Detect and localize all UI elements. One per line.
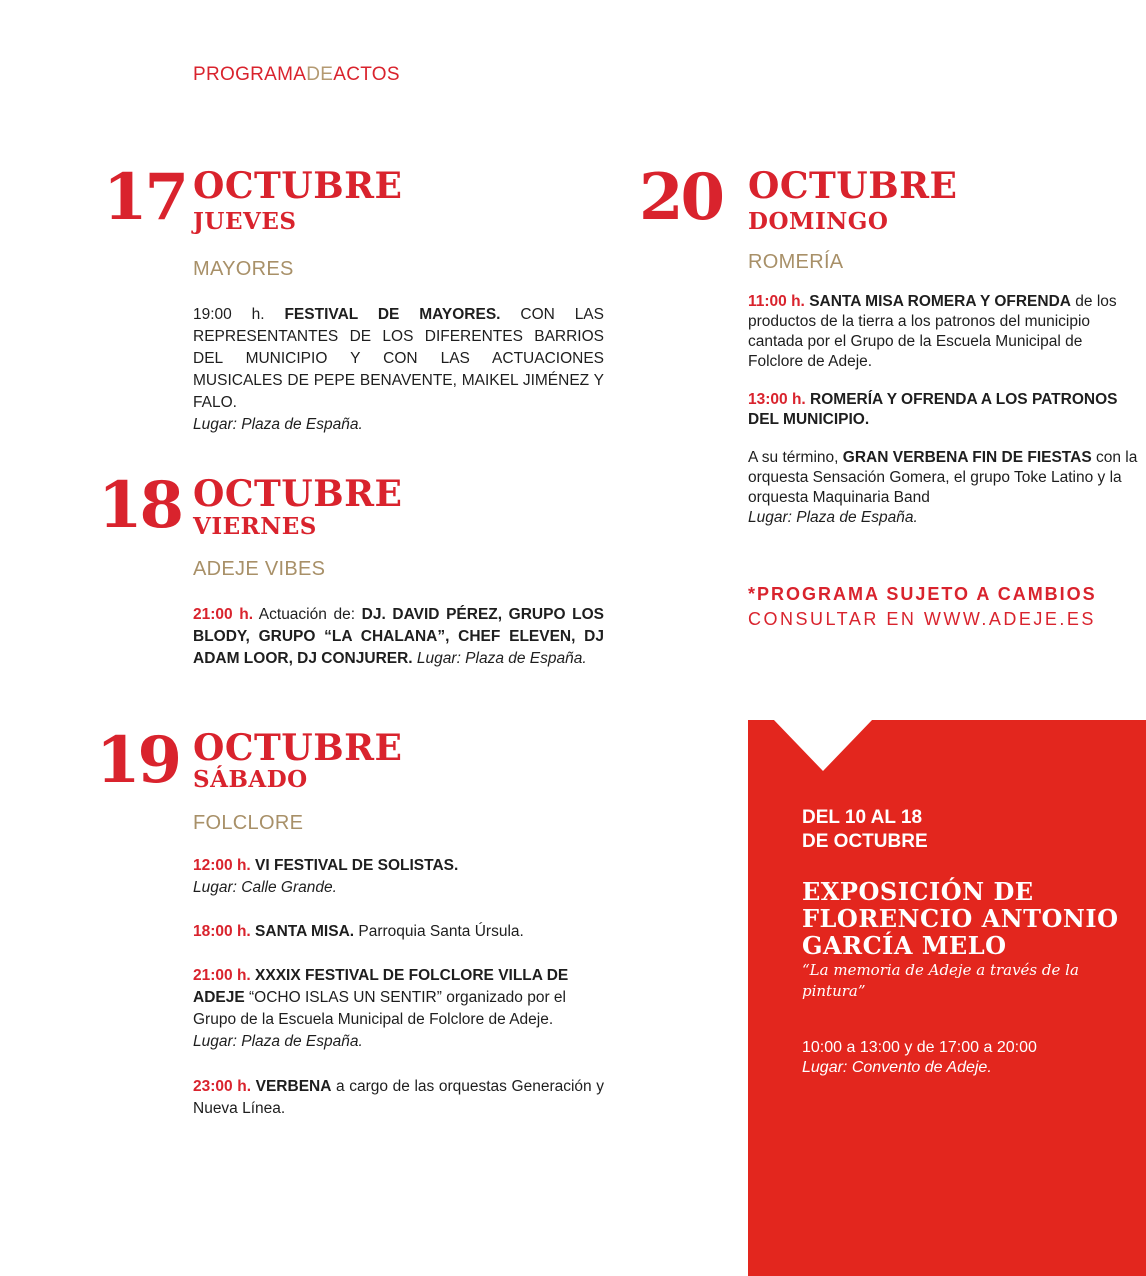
day-month: OCTUBRE [193, 473, 403, 515]
event-text: a cargo de las orquestas Generación y Nueva Línea. [193, 1078, 605, 1117]
box-notch [773, 719, 873, 771]
event-item [748, 448, 1138, 528]
event-time: 18:00 h. [193, 923, 251, 940]
header-part3: ACTOS [333, 64, 400, 85]
event-item [193, 604, 604, 670]
event-title: DJ. DAVID PÉREZ, GRUPO LOS BLODY, GRUPO “LA CHALANA”, CHEF ELEVEN, DJ ADAM LOOR, DJ CONJURER. [193, 606, 604, 667]
event-place: Lugar: Plaza de España. [748, 509, 918, 526]
day-number: 18 [98, 468, 182, 543]
event-item [193, 965, 604, 1053]
event-time: 21:00 h. [193, 967, 251, 984]
event-text: de los productos de la tierra a los patronos del municipio cantada por el Grupo de la Escuela Municipal de Folclore de Adeje. [748, 293, 1117, 370]
event-text: “OCHO ISLAS UN SENTIR” organizado por el Grupo de la Escuela Municipal de Folclore de Adeje. [193, 989, 566, 1028]
category-title: MAYORES [193, 258, 294, 280]
event-item [193, 921, 604, 943]
day-weekday: DOMINGO [748, 208, 889, 235]
header-part1: PROGRAMA [193, 64, 307, 85]
changes-notice: *PROGRAMA SUJETO A CAMBIOS [748, 584, 1097, 604]
event-title: VI FESTIVAL DE SOLISTAS. [255, 857, 459, 874]
event-text: A su término, [748, 449, 839, 466]
event-item [193, 855, 604, 899]
exhibition-quote: “La memoria de Adeje a través de la pintura” [802, 961, 1079, 1000]
event-time: 11:00 h. [748, 293, 805, 310]
event-place: Lugar: Plaza de España. [193, 416, 363, 433]
day-number: 19 [96, 723, 180, 798]
day-weekday: SÁBADO [193, 766, 308, 793]
event-time: 13:00 h. [748, 391, 806, 408]
event-item [193, 1076, 604, 1120]
category-title: ADEJE VIBES [193, 558, 326, 580]
event-place: Lugar: Plaza de España. [193, 1033, 363, 1050]
day-number: 17 [103, 160, 187, 235]
event-title: SANTA MISA ROMERA Y OFRENDA [809, 293, 1071, 310]
exhibition-hours: 10:00 a 13:00 y de 17:00 a 20:00 [802, 1039, 1037, 1056]
event-title: VERBENA [255, 1078, 332, 1095]
category-title: ROMERÍA [748, 251, 844, 273]
exhibition-schedule [802, 1038, 1037, 1078]
day-month: OCTUBRE [193, 165, 403, 207]
dates-line1: DEL 10 AL 18 [802, 807, 923, 828]
program-header [193, 64, 400, 86]
event-item [748, 390, 1138, 430]
event-item [193, 304, 604, 436]
event-text: con la orquesta Sensación Gomera, el grupo Toke Latino y la orquesta Maquinaria Band [748, 449, 1138, 506]
event-title: XXXIX FESTIVAL DE FOLCLORE VILLA DE ADEJE [193, 967, 569, 1006]
event-time: 21:00 h. [193, 606, 254, 623]
dates-line2: DE OCTUBRE [802, 831, 928, 852]
day-weekday: VIERNES [193, 513, 317, 540]
event-title: GRAN VERBENA FIN DE FIESTAS [842, 449, 1092, 466]
event-time: 12:00 h. [193, 857, 251, 874]
title-line2: FLORENCIO ANTONIO [802, 904, 1119, 933]
category-title: FOLCLORE [193, 812, 304, 834]
event-place: Lugar: Calle Grande. [193, 879, 337, 896]
event-text: Parroquia Santa Úrsula. [358, 923, 524, 940]
day-weekday: JUEVES [193, 208, 297, 235]
event-title: SANTA MISA. [255, 923, 355, 940]
event-place: Lugar: Plaza de España. [416, 650, 587, 667]
day-number: 20 [639, 160, 723, 235]
title-line1: EXPOSICIÓN DE [802, 877, 1034, 906]
website-notice: CONSULTAR EN WWW.ADEJE.ES [748, 609, 1096, 629]
header-part2: DE [306, 64, 334, 85]
event-title: FESTIVAL DE MAYORES. [284, 306, 501, 323]
exhibition-place: Lugar: Convento de Adeje. [802, 1059, 992, 1076]
day-month: OCTUBRE [193, 727, 403, 769]
day-month: OCTUBRE [748, 165, 958, 207]
event-time: 19:00 h. [193, 306, 265, 323]
title-line3: GARCÍA MELO [802, 931, 1007, 960]
event-time: 23:00 h. [193, 1078, 252, 1095]
event-item [748, 292, 1138, 372]
event-title: ROMERÍA Y OFRENDA A LOS PATRONOS DEL MUNICIPIO. [748, 391, 1118, 428]
event-text: CON LAS REPRESENTANTES DE LOS DIFERENTES BARRIOS DEL MUNICIPIO Y CON LAS ACTUACIONES MUSICALES DE PEPE BENAVENTE, MAIKEL JIMÉNEZ Y FALO. [193, 306, 604, 411]
event-text: Actuación de: [258, 606, 356, 623]
exhibition-title [802, 878, 1118, 959]
exhibition-dates [802, 806, 928, 854]
